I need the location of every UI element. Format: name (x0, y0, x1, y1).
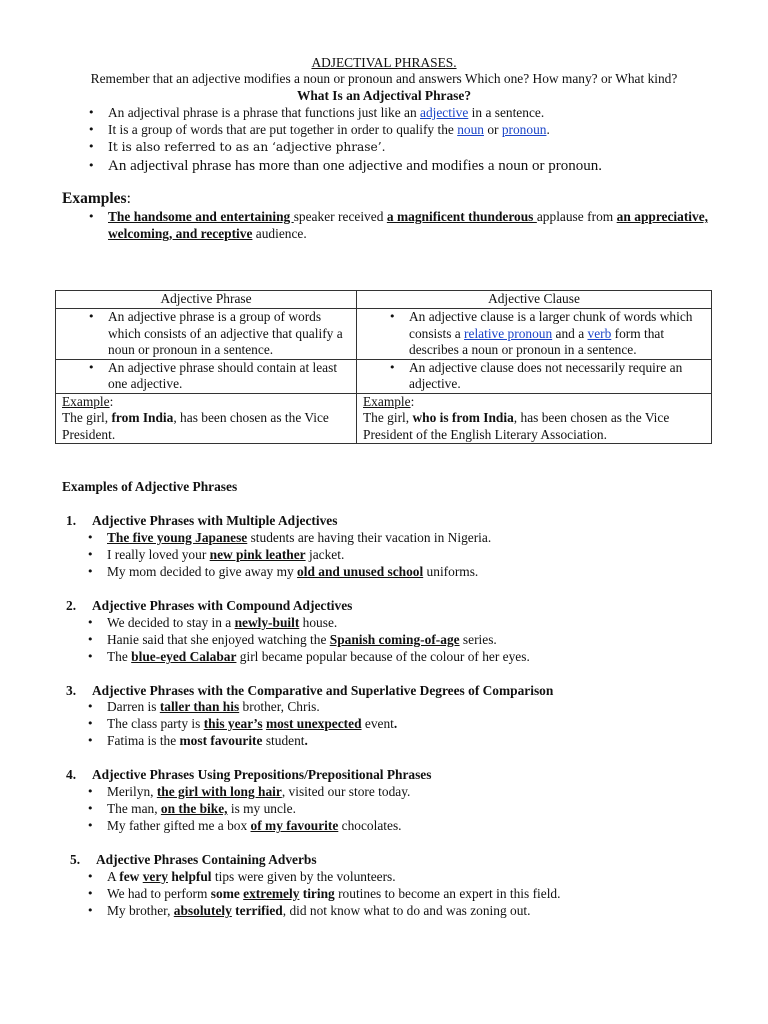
list-item: • The man, on the bike, is my uncle. (107, 801, 727, 818)
list-item: • An adjective clause does not necessarily require an adjective. (409, 360, 705, 393)
definition-item: • An adjectival phrase has more than one adjective and modifies a noun or pronoun. (108, 156, 728, 176)
list-item: • Hanie said that she enjoyed watching the Spanish coming-of-age series. (107, 632, 727, 649)
examples-section-title: Examples of Adjective Phrases (62, 479, 238, 494)
subsection-title: 3. Adjective Phrases with the Comparative and Superlative Degrees of Comparison (66, 683, 554, 698)
table-header-row (56, 291, 712, 309)
comparison-table (55, 290, 712, 444)
example-list (107, 869, 727, 920)
subsection-title: 5. Adjective Phrases Containing Adverbs (70, 852, 317, 867)
definition-item: • It is a group of words that are put together in order to qualify the noun or pronoun. (108, 122, 728, 139)
section-subtitle: What Is an Adjectival Phrase? (296, 88, 472, 103)
table-cell: Example: The girl, from India, has been chosen as the Vice President. (56, 393, 357, 444)
table-row (56, 359, 712, 393)
definition-list (108, 105, 728, 176)
pronoun-link[interactable]: pronoun (501, 122, 547, 137)
column-header: Adjective Phrase (56, 291, 357, 309)
noun-link[interactable]: noun (457, 122, 484, 137)
table-cell (56, 309, 357, 360)
list-item: • The class party is this year’s most unexpected event. (107, 716, 727, 733)
example-list (107, 615, 727, 666)
table-cell (357, 359, 712, 393)
list-item: • Merilyn, the girl with long hair, visited our store today. (107, 784, 727, 801)
document-title: ADJECTIVAL PHRASES. (311, 55, 457, 70)
example-list (107, 699, 727, 750)
definition-item: • It is also referred to as an ‘adjective phrase’. (108, 139, 728, 156)
list-item: • My mom decided to give away my old and unused school uniforms. (107, 564, 727, 581)
examples-heading: Examples: (62, 190, 131, 207)
table-cell (56, 359, 357, 393)
subsection-title: 2. Adjective Phrases with Compound Adjectives (66, 598, 353, 613)
list-item: • My brother, absolutely terrified, did not know what to do and was zoning out. (107, 903, 727, 920)
column-header: Adjective Clause (357, 291, 712, 309)
table-row (56, 309, 712, 360)
relative-pronoun-link[interactable]: relative pronoun (464, 325, 553, 341)
definition-item: • An adjectival phrase is a phrase that functions just like an adjective in a sentence. (108, 105, 728, 122)
list-item: • The five young Japanese students are having their vacation in Nigeria. (107, 530, 727, 547)
list-item: • I really loved your new pink leather jacket. (107, 547, 727, 564)
list-item: • A few very helpful tips were given by the volunteers. (107, 869, 727, 886)
list-item: • An adjective phrase is a group of words which consists of an adjective that qualify a noun or pronoun in a sentence. (108, 309, 350, 359)
subsection-title: 4. Adjective Phrases Using Prepositions/Prepositional Phrases (66, 767, 432, 782)
example-list (107, 784, 727, 835)
subsection-title: 1. Adjective Phrases with Multiple Adjectives (66, 513, 338, 528)
example-sentence: • The handsome and entertaining speaker received a magnificent thunderous applause from an appreciative, welcoming, and receptive audience. (108, 209, 708, 242)
table-cell (357, 309, 712, 360)
intro-text: Remember that an adjective modifies a noun or pronoun and answers Which one? How many? or What kind? (90, 71, 678, 86)
list-item: • An adjective phrase should contain at least one adjective. (108, 360, 350, 393)
table-row (56, 393, 712, 444)
list-item: • Darren is taller than his brother, Chris. (107, 699, 727, 716)
adjective-link[interactable]: adjective (420, 105, 469, 120)
list-item: • My father gifted me a box of my favourite chocolates. (107, 818, 727, 835)
verb-link[interactable]: verb (587, 325, 612, 341)
examples-list (108, 209, 708, 242)
list-item: • We decided to stay in a newly-built house. (107, 615, 727, 632)
list-item: • An adjective clause is a larger chunk of words which consists a relative pronoun and a verb form that describes a noun or pronoun in a sentence. (409, 309, 705, 359)
table-cell: Example: The girl, who is from India, has been chosen as the Vice President of the English Literary Association. (357, 393, 712, 444)
list-item: • The blue-eyed Calabar girl became popular because of the colour of her eyes. (107, 649, 727, 666)
example-list (107, 530, 727, 581)
list-item: • We had to perform some extremely tiring routines to become an expert in this field. (107, 886, 727, 903)
list-item: • Fatima is the most favourite student. (107, 733, 727, 750)
